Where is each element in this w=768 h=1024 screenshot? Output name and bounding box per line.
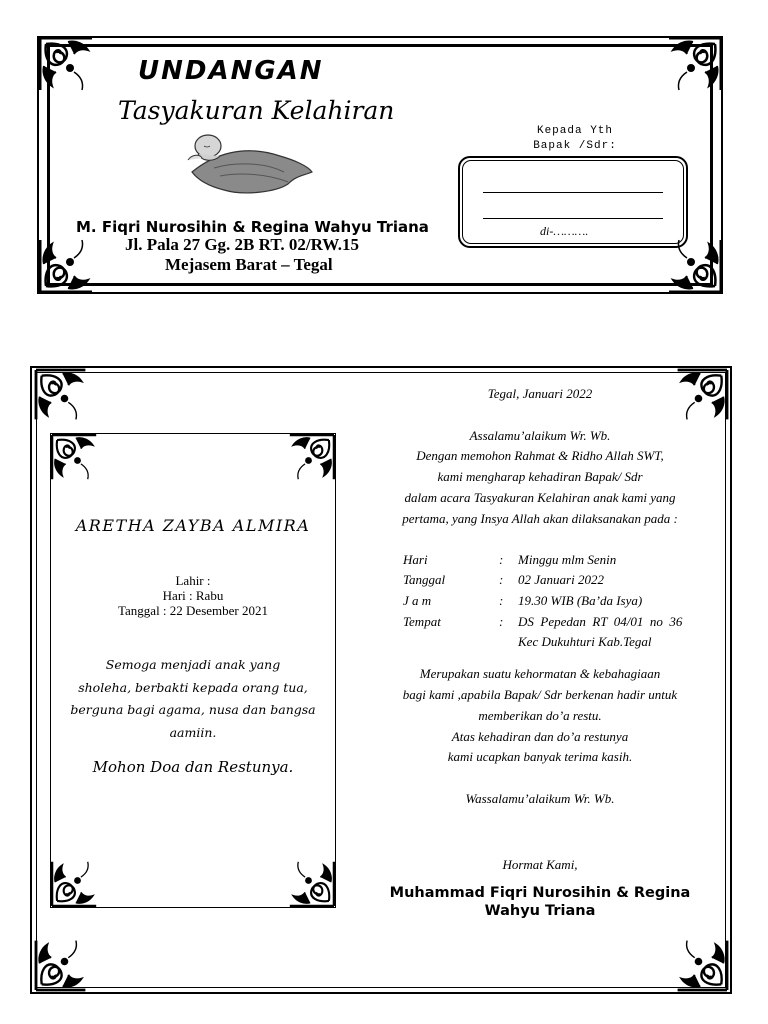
birth-info (50, 573, 336, 618)
detail-value: 19.30 WIB (Ba’da Isya) (518, 593, 643, 608)
letter-closing-line: Atas kehadiran dan do’a restunya (451, 729, 629, 744)
invitation-subtitle: Tasyakuran Kelahiran (118, 96, 395, 125)
recipient-line2: Bapak /Sdr: (533, 140, 617, 152)
corner-ornament (40, 240, 92, 292)
detail-value: DS Pepedan RT 04/01 no 36 (518, 614, 683, 629)
letter-closing-line: kami ucapkan banyak terima kasih. (447, 749, 633, 764)
letter-opening-line: pertama, yang Insya Allah akan dilaksanakan pada : (402, 511, 678, 526)
signature-line: Muhammad Fiqri Nurosihin & Regina (389, 885, 691, 901)
salam-closing: Wassalamu’alaikum Wr. Wb. (465, 791, 615, 806)
detail-value: 02 Januari 2022 (518, 572, 604, 587)
prayer-line: sholeha, berbakti kepada orang tua, (78, 679, 308, 695)
letter-opening-line: Dengan memohon Rahmat & Ridho Allah SWT, (416, 448, 664, 463)
sender-address-line2: Mejasem Barat – Tegal (165, 255, 333, 274)
corner-ornament (669, 38, 721, 90)
detail-value-continued: Kec Dukuhturi Kab.Tegal (518, 634, 652, 649)
detail-separator: : (499, 572, 504, 587)
letter-closing-line: Merupakan suatu kehormatan & kebahagiaan (419, 666, 661, 681)
invitation-title: UNDANGAN (138, 56, 324, 86)
recipient-name-line (483, 192, 663, 193)
letter-opening-line: kami mengharap kehadiran Bapak/ Sdr (437, 469, 643, 484)
detail-label: Hari (403, 552, 428, 567)
born-date: Tanggal : 22 Desember 2021 (118, 603, 268, 618)
letter-closing-line: memberikan do’a restu. (478, 708, 602, 723)
detail-separator: : (499, 614, 504, 629)
detail-separator: : (499, 593, 504, 608)
signature-line: Wahyu Triana (484, 903, 596, 919)
letter-opening-line: Assalamu’alaikum Wr. Wb. (469, 428, 611, 443)
detail-label: Tanggal (403, 572, 446, 587)
detail-label: Tempat (403, 614, 441, 629)
baby-name: ARETHA ZAYBA ALMIRA (75, 516, 311, 535)
born-label: Lahir : (175, 573, 211, 588)
prayer-line: Semoga menjadi anak yang (105, 657, 281, 672)
sender-address-line1: Jl. Pala 27 Gg. 2B RT. 02/RW.15 (125, 235, 359, 254)
recipient-line1: Kepada Yth (536, 125, 613, 137)
born-day: Hari : Rabu (162, 588, 224, 603)
place-date: Tegal, Januari 2022 (487, 386, 593, 401)
hormat-kami: Hormat Kami, (502, 857, 578, 872)
prayer-line: berguna bagi agama, nusa dan bangsa (70, 702, 316, 717)
letter-opening-line: dalam acara Tasyakuran Kelahiran anak kami yang (404, 490, 676, 505)
corner-ornament (40, 38, 92, 90)
detail-value: Minggu mlm Senin (518, 552, 617, 567)
prayer-text (50, 654, 336, 744)
signature (360, 884, 720, 920)
detail-label: J a m (403, 593, 432, 608)
recipient-address-line (483, 218, 663, 219)
sleeping-baby-icon (184, 132, 316, 196)
recipient-header (500, 124, 650, 154)
detail-separator: : (499, 552, 504, 567)
recipient-location: di-………. (540, 224, 589, 238)
letter-closing-line: bagi kami ,apabila Bapak/ Sdr berkenan hadir untuk (402, 687, 678, 702)
prayer-closing: Mohon Doa dan Restunya. (92, 758, 294, 776)
prayer-line: aamiin. (169, 724, 217, 740)
sender-names: M. Fiqri Nurosihin & Regina Wahyu Triana (76, 218, 429, 236)
